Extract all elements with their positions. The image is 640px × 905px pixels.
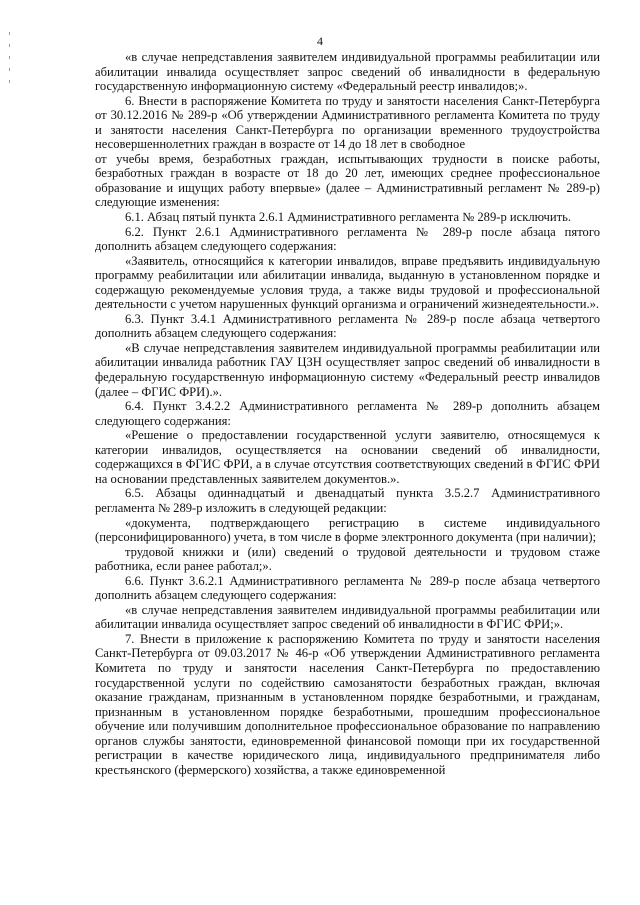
paragraph: от учебы время, безработных граждан, испытывающих трудности в поиске работы, безработных граждан в возрасте от 18 до 20 лет, имеющих среднее профессиональное образование и ищущих работу впервые» (далее – Административный регламент № 289-р) следующие изменения: <box>95 151 600 210</box>
page-number: 4 <box>317 34 323 48</box>
paragraph: 6.3. Пункт 3.4.1 Административного регламента № 289-р после абзаца четвертого дополнить абзацем следующего содержания: <box>95 311 600 341</box>
paragraph: трудовой книжки и (или) сведений о трудовой деятельности и трудовом стаже работника, если ранее работал;». <box>95 544 600 574</box>
paragraph: 6.6. Пункт 3.6.2.1 Административного регламента № 289-р после абзаца четвертого дополнить абзацем следующего содержания: <box>95 573 600 603</box>
margin-mark <box>9 56 10 59</box>
paragraph: 6.2. Пункт 2.6.1 Административного регламента № 289-р после абзаца пятого дополнить абзацем следующего содержания: <box>95 224 600 254</box>
margin-mark <box>9 68 10 71</box>
paragraph: «в случае непредставления заявителем индивидуальной программы реабилитации или абилитации инвалида осуществляет запрос сведений об инвалидности в ФГИС ФРИ;». <box>95 602 600 632</box>
paragraph: 6.1. Абзац пятый пункта 2.6.1 Административного регламента № 289-р исключить. <box>125 210 572 225</box>
paragraph: 7. Внести в приложение к распоряжению Комитета по труду и занятости населения Санкт-Петербурга от 09.03.2017 № 46-р «Об утверждении Административного регламента Комитета по труду и занятости населения Санкт-Петербурга по предоставлению государственной услуги по содействию самозанятости безработных граждан, включая оказание гражданам, признанным в установленном порядке безработными, и гражданам, признанным в установленном порядке безработными, прошедшим профессиональное обучение или получившим дополнительное профессиональное образование по направлению органов службы занятости, единовременной финансовой помощи при их государственной регистрации в качестве юридического лица, индивидуального предпринимателя либо крестьянского (фермерского) хозяйства, а также единовременной <box>95 631 600 777</box>
paragraph: 6.5. Абзацы одиннадцатый и двенадцатый пункта 3.5.2.7 Административного регламента № 289-р изложить в следующей редакции: <box>95 486 600 515</box>
paragraph: 6.4. Пункт 3.4.2.2 Административного регламента № 289-р дополнить абзацем следующего содержания: <box>95 399 600 428</box>
paragraph: «Решение о предоставлении государственной услуги заявителю, относящемуся к категории инвалидов, осуществляется на основании сведений об инвалидности, содержащихся в ФГИС ФРИ, а в случае отсутствия соответствующих сведений в ФГИС ФРИ на основании представленных заявителем документов.». <box>95 428 600 486</box>
paragraph: 6. Внести в распоряжение Комитета по труду и занятости населения Санкт-Петербурга от 30.12.2016 № 289-р «Об утверждении Административного регламента Комитета по труду и занятости населения Санкт-Петербурга по организации временного трудоустройства несовершеннолетних граждан в возрасте от 14 до 18 лет в свободное <box>95 93 600 152</box>
paragraph: «документа, подтверждающего регистрацию в системе индивидуального (персонифицированного) учета, в том числе в форме электронного документа (при наличии); <box>95 515 600 545</box>
margin-mark <box>9 80 10 83</box>
paragraph: «в случае непредставления заявителем индивидуальной программы реабилитации или абилитации инвалида осуществляет запрос сведений об инвалидности в федеральную государственную информационную систему «Федеральный реестр инвалидов;». <box>95 50 600 94</box>
paragraph: «В случае непредставления заявителем индивидуальной программы реабилитации или абилитации инвалида работник ГАУ ЦЗН осуществляет запрос сведений об инвалидности в федеральную государственную информационную систему «Федеральный реестр инвалидов (далее – ФГИС ФРИ).». <box>95 340 600 399</box>
paragraph: «Заявитель, относящийся к категории инвалидов, вправе предъявить индивидуальную программу реабилитации или абилитации инвалида, выданную в установленном порядке и содержащую рекомендуемые условия труда, а также виды трудовой и профессиональной деятельности с учетом нарушенных функций организма и ограничений жизнедеятельности.». <box>95 253 600 312</box>
document-body <box>95 50 600 777</box>
